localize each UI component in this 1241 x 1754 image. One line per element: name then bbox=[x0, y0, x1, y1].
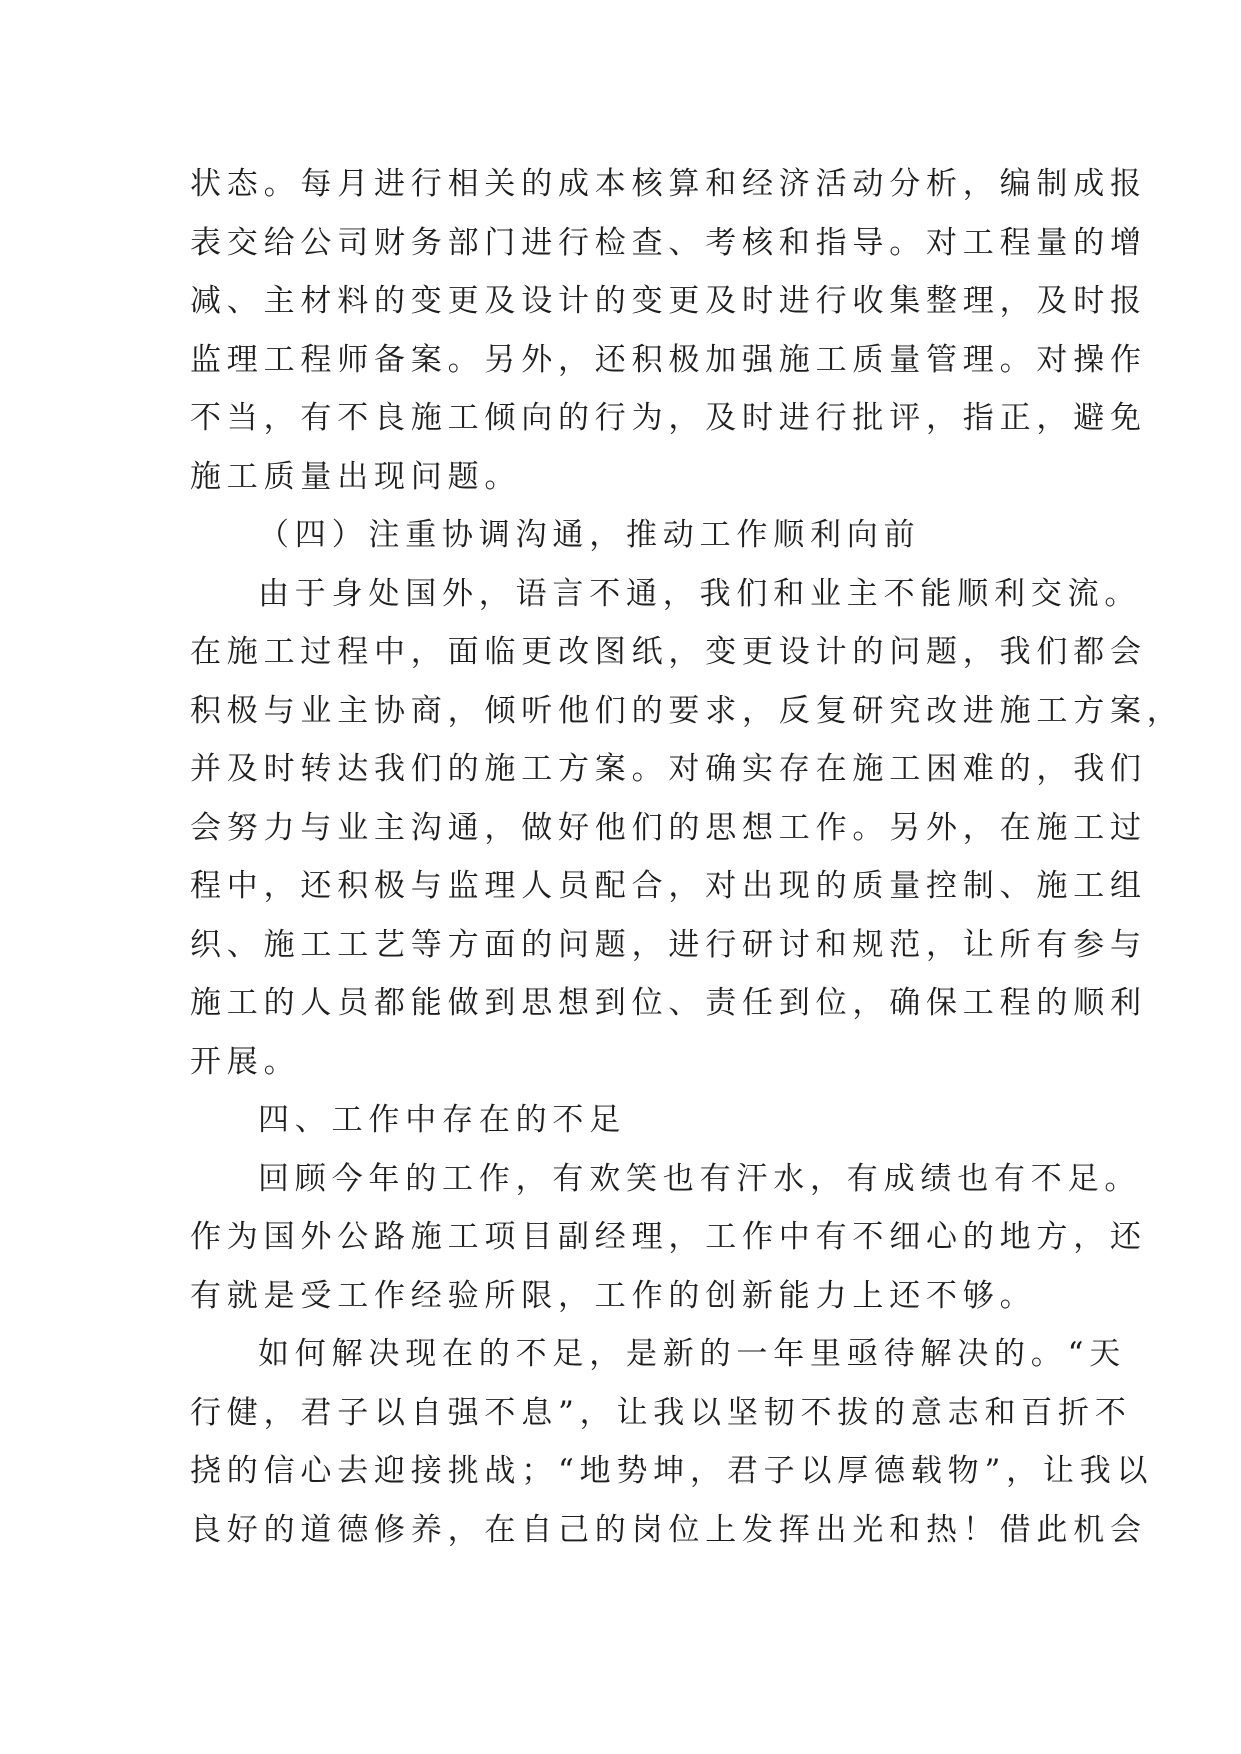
text-line: 有就是受工作经验所限，工作的创新能力上还不够。 bbox=[190, 1277, 1037, 1314]
text-line: 状态。每月进行相关的成本核算和经济活动分析，编制成报 bbox=[190, 166, 1147, 202]
section-heading: （四）注重协调沟通，推动工作顺利向前 bbox=[258, 517, 921, 553]
text-line: 监理工程师备案。另外，还积极加强施工质量管理。对操作 bbox=[190, 341, 1147, 378]
text-line: 行健，君子以自强不息”，让我以坚韧不拔的意志和百折不 bbox=[190, 1394, 1132, 1431]
text-line: 在施工过程中，面临更改图纸，变更设计的问题，我们都会 bbox=[190, 634, 1147, 670]
text-line: 织、施工工艺等方面的问题，进行研讨和规范，让所有参与 bbox=[190, 926, 1147, 963]
text-line: 良好的道德修养，在自己的岗位上发挥出光和热！借此机会 bbox=[190, 1511, 1147, 1548]
body-text bbox=[190, 155, 1184, 1559]
text-line: 施工质量出现问题。 bbox=[190, 458, 522, 495]
text-line: 减、主材料的变更及设计的变更及时进行收集整理，及时报 bbox=[190, 283, 1147, 319]
text-line: 会努力与业主沟通，做好他们的思想工作。另外，在施工过 bbox=[190, 809, 1147, 846]
text-line: 表交给公司财务部门进行检查、考核和指导。对工程量的增 bbox=[190, 224, 1147, 261]
text-line: 施工的人员都能做到思想到位、责任到位，确保工程的顺利 bbox=[190, 985, 1147, 1021]
paragraph-first-line: 如何解决现在的不足，是新的一年里亟待解决的。“天 bbox=[258, 1336, 1127, 1372]
text-line: 程中，还积极与监理人员配合，对出现的质量控制、施工组 bbox=[190, 868, 1147, 904]
paragraph-first-line: 回顾今年的工作，有欢笑也有汗水，有成绩也有不足。 bbox=[258, 1160, 1142, 1197]
paragraph-first-line: 由于身处国外，语言不通，我们和业主不能顺利交流。 bbox=[258, 575, 1142, 612]
text-line: 积极与业主协商，倾听他们的要求，反复研究改进施工方案， bbox=[190, 692, 1184, 729]
text-line: 作为国外公路施工项目副经理，工作中有不细心的地方，还 bbox=[190, 1219, 1147, 1255]
text-line: 挠的信心去迎接挑战；“地势坤，君子以厚德载物”，让我以 bbox=[190, 1453, 1154, 1489]
section-heading: 四、工作中存在的不足 bbox=[258, 1102, 626, 1138]
text-line: 不当，有不良施工倾向的行为，及时进行批评，指正，避免 bbox=[190, 400, 1147, 436]
text-line: 并及时转达我们的施工方案。对确实存在施工困难的，我们 bbox=[190, 751, 1147, 787]
text-line: 开展。 bbox=[190, 1043, 301, 1080]
